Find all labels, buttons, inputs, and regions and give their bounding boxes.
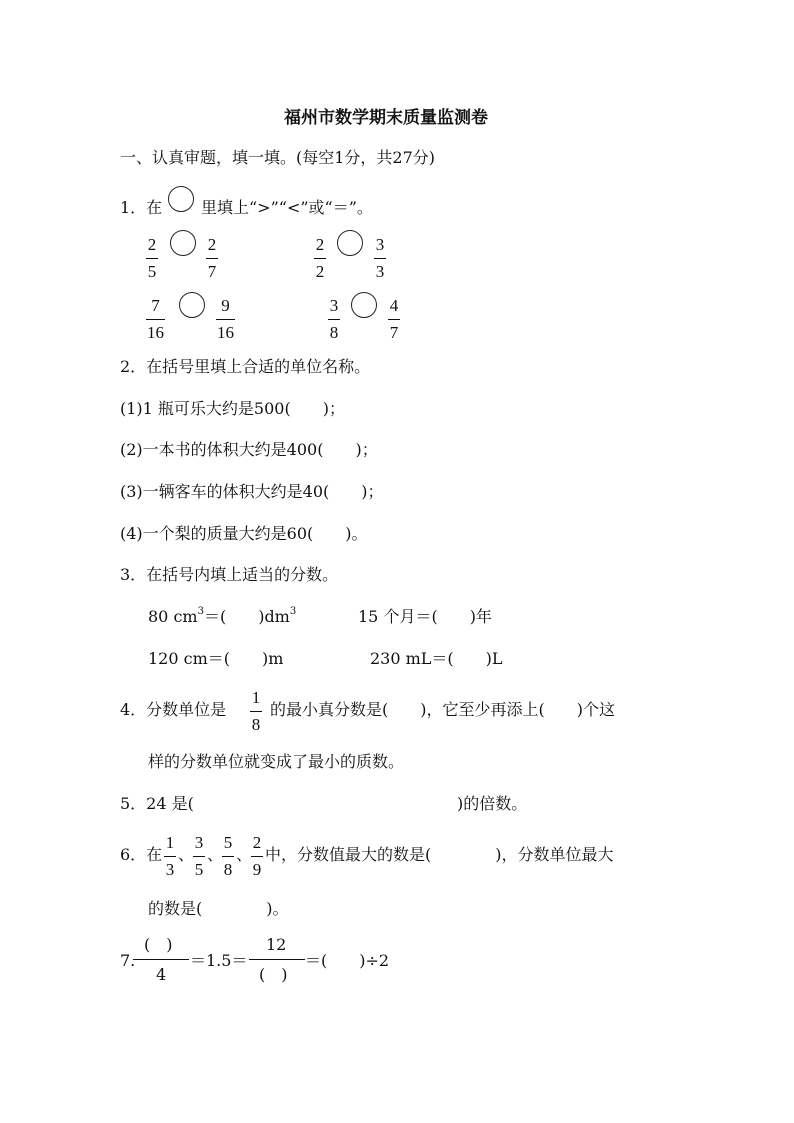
q7-end: ＝( )÷2 [305,951,390,970]
fraction: 1 3 [165,833,175,879]
q2-stem: 2．在括号里填上合适的单位名称。 [120,357,371,376]
q3-stem: 3．在括号内填上适当的分数。 [120,565,339,584]
fraction: 1 8 [251,688,261,734]
q3-b: 15 个月＝( )年 [358,607,492,626]
q7-prefix: 7. [120,951,136,970]
q2-item: (2)一本书的体积大约是400( )； [120,440,378,459]
fraction: 3 3 [375,235,385,281]
separator: 、 [178,845,195,864]
fraction: 2 5 [147,235,157,281]
fraction: 4 7 [389,296,399,342]
q1-suffix: 里填上“>”“<”或“＝”。 [201,198,373,217]
q2-item: (1)1 瓶可乐大约是500( )； [120,399,345,418]
separator: 、 [236,845,253,864]
q4-prefix: 4．分数单位是 [120,700,227,719]
q3-d: 230 mL＝( )L [370,649,503,668]
q4-suffix: 的最小真分数是( )，它至少再添上( )个这 [270,700,615,719]
q4-line2: 样的分数单位就变成了最小的质数。 [148,752,405,771]
fraction: 7 16 [147,296,164,342]
q7-mid: ＝1.5＝ [190,951,248,970]
fraction: 2 9 [252,833,262,879]
separator: 、 [207,845,224,864]
compare-circle[interactable] [337,230,363,256]
fraction-bar [133,959,189,960]
fraction: 2 7 [207,235,217,281]
q2-item: (4)一个梨的质量大约是60( )。 [120,524,368,543]
fraction: 3 5 [194,833,204,879]
page-title: 福州市数学期末质量监测卷 [284,108,488,128]
q5-end: )的倍数。 [457,794,528,813]
q5-text: 5．24 是( [120,794,194,813]
q3-c: 120 cm＝( )m [148,649,284,668]
fraction: 2 2 [315,235,325,281]
compare-circle[interactable] [351,292,377,318]
fraction: 9 16 [217,296,234,342]
q3-a: 80 $cm^3=$( )$dm^3$ [148,606,297,626]
compare-circle[interactable] [179,292,205,318]
q2-item: (3)一辆客车的体积大约是40( )； [120,482,384,501]
q7-f1-num: ( ) [144,935,173,954]
q6-suffix: 中，分数值最大的数是( )，分数单位最大 [265,845,614,864]
fraction: 5 8 [223,833,233,879]
fraction: 3 8 [329,296,339,342]
fraction-bar [249,959,305,960]
q7-f1-den: 4 [156,965,167,984]
q7-f2-num: 12 [266,935,287,954]
q1-prefix: 1．在 [120,198,163,217]
q6-prefix: 6．在 [120,845,163,864]
section-heading: 一、认真审题，填一填。(每空1分，共27分) [120,148,436,167]
q1-example-circle [168,186,194,212]
compare-circle[interactable] [170,230,196,256]
q7-f2-den: ( ) [259,965,288,984]
q6-line2: 的数是( )。 [148,899,289,918]
